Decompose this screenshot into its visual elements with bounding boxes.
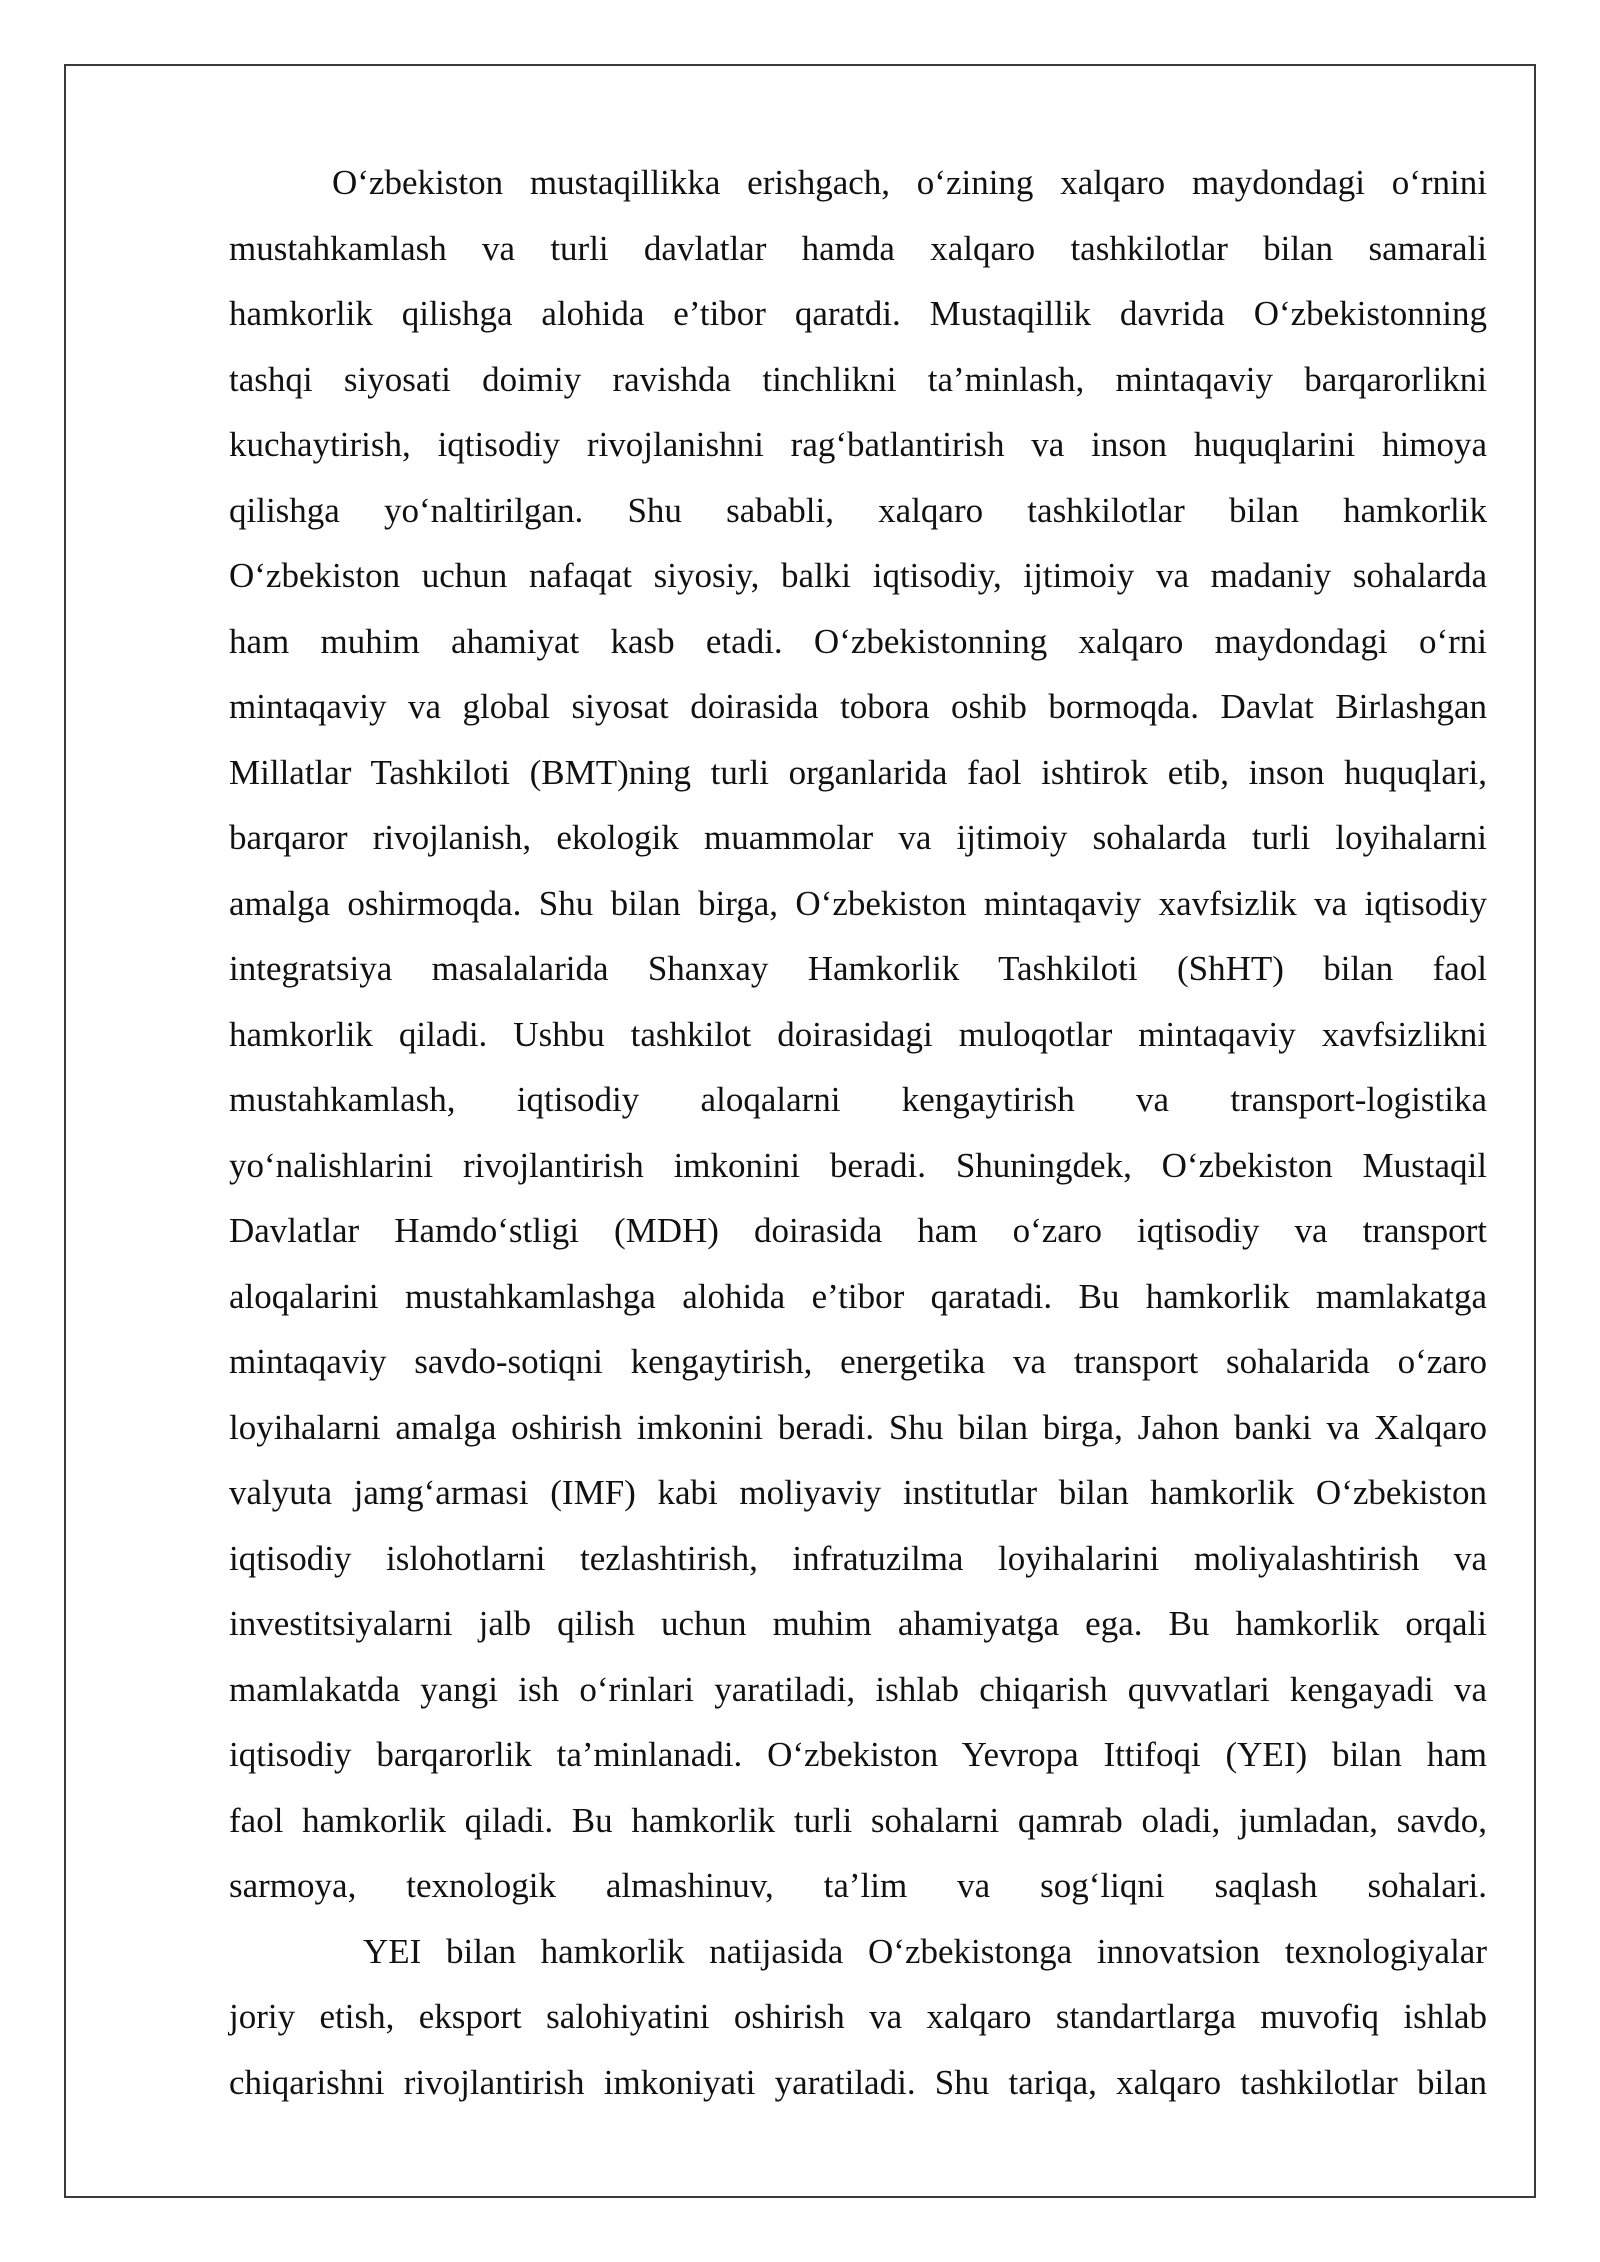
text-line: barqaror rivojlanish, ekologik muammolar va ijtimoiy sohalarda turli loyihalarni (229, 818, 1487, 857)
text-line: iqtisodiy barqarorlik ta’minlanadi. O‘zbekiston Yevropa Ittifoqi (YEI) bilan ham (229, 1735, 1487, 1774)
text-line: valyuta jamg‘armasi (IMF) kabi moliyaviy institutlar bilan hamkorlik O‘zbekiston (229, 1473, 1487, 1512)
text-line: O‘zbekiston uchun nafaqat siyosiy, balki iqtisodiy, ijtimoiy va madaniy sohalarda (229, 556, 1487, 595)
text-line: kuchaytirish, iqtisodiy rivojlanishni rag‘batlantirish va inson huquqlarini himoya (229, 425, 1487, 464)
text-line: mustahkamlash va turli davlatlar hamda xalqaro tashkilotlar bilan samarali (229, 228, 1487, 268)
text-line: amalga oshirmoqda. Shu bilan birga, O‘zbekiston mintaqaviy xavfsizlik va iqtisodiy (229, 883, 1487, 923)
text-line: mintaqaviy savdo-sotiqni kengaytirish, energetika va transport sohalarida o‘zaro (229, 1342, 1487, 1381)
text-line: YEI bilan hamkorlik natijasida O‘zbekistonga innovatsion texnologiyalar (363, 1931, 1487, 1971)
text-line: aloqalarini mustahkamlashga alohida e’tibor qaratadi. Bu hamkorlik mamlakatga (229, 1276, 1487, 1316)
text-line: sarmoya, texnologik almashinuv, ta’lim va sog‘liqni saqlash sohalari. (229, 1866, 1487, 1905)
text-line: mintaqaviy va global siyosat doirasida tobora oshib bormoqda. Davlat Birlashgan (229, 687, 1487, 726)
document-body (229, 150, 1487, 2115)
paragraph-1 (229, 150, 1487, 1919)
text-line: chiqarishni rivojlantirish imkoniyati yaratiladi. Shu tariqa, xalqaro tashkilotlar bilan (229, 2062, 1487, 2102)
text-line: mamlakatda yangi ish o‘rinlari yaratiladi, ishlab chiqarish quvvatlari kengayadi va (229, 1669, 1487, 1709)
text-line: Millatlar Tashkiloti (BMT)ning turli organlarida faol ishtirok etib, inson huquqlari, (229, 752, 1487, 792)
text-line: qilishga yo‘naltirilgan. Shu sababli, xalqaro tashkilotlar bilan hamkorlik (229, 490, 1487, 530)
text-line: hamkorlik qilishga alohida e’tibor qaratdi. Mustaqillik davrida O‘zbekistonning (229, 294, 1487, 333)
text-line: yo‘nalishlarini rivojlantirish imkonini beradi. Shuningdek, O‘zbekiston Mustaqil (229, 1145, 1487, 1185)
text-line: integratsiya masalalarida Shanxay Hamkorlik Tashkiloti (ShHT) bilan faol (229, 949, 1487, 988)
text-line: loyihalarni amalga oshirish imkonini beradi. Shu bilan birga, Jahon banki va Xalqaro (229, 1407, 1487, 1447)
text-line: mustahkamlash, iqtisodiy aloqalarni kengaytirish va transport-logistika (229, 1080, 1487, 1119)
text-line: iqtisodiy islohotlarni tezlashtirish, infratuzilma loyihalarini moliyalashtirish va (229, 1538, 1487, 1578)
text-line: tashqi siyosati doimiy ravishda tinchlikni ta’minlash, mintaqaviy barqarorlikni (229, 359, 1487, 399)
text-line: Davlatlar Hamdo‘stligi (MDH) doirasida ham o‘zaro iqtisodiy va transport (229, 1211, 1487, 1250)
paragraph-2 (229, 1919, 1487, 2116)
text-line: ham muhim ahamiyat kasb etadi. O‘zbekistonning xalqaro maydondagi o‘rni (229, 621, 1487, 661)
text-line: faol hamkorlik qiladi. Bu hamkorlik turli sohalarni qamrab oladi, jumladan, savdo, (229, 1800, 1487, 1840)
text-line: joriy etish, eksport salohiyatini oshirish va xalqaro standartlarga muvofiq ishlab (229, 1997, 1487, 2036)
text-line: investitsiyalarni jalb qilish uchun muhim ahamiyatga ega. Bu hamkorlik orqali (229, 1604, 1487, 1643)
text-line: O‘zbekiston mustaqillikka erishgach, o‘zining xalqaro maydondagi o‘rnini (332, 163, 1487, 202)
text-line: hamkorlik qiladi. Ushbu tashkilot doirasidagi muloqotlar mintaqaviy xavfsizlikni (229, 1014, 1487, 1054)
